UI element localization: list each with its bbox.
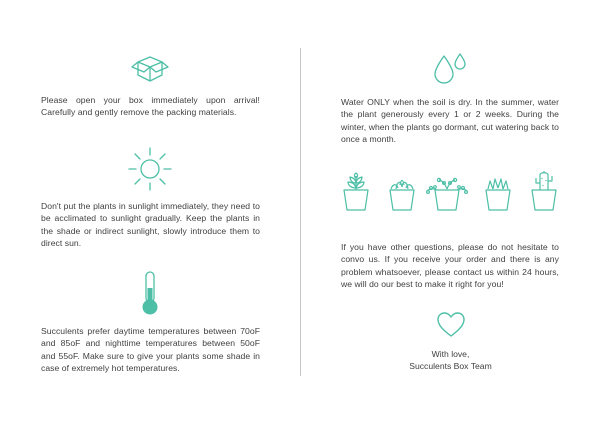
contact-info-text: If you have other questions, please do not hesitate to convo us. If you receive your order and there is any problem whatsoever, please contact us within 24 hours, we will do our best to make it right for you! xyxy=(341,242,559,290)
potted-echeveria-icon xyxy=(387,176,417,212)
watering-instruction-text: Water ONLY when the soil is dry. In the summer, water the plant generously every 1 or 2 weeks. During the winter, when the plants go dormant, cut watering back to once a month. xyxy=(341,97,559,145)
water-drops-icon xyxy=(432,52,468,86)
open-box-icon xyxy=(129,52,171,84)
potted-succulent-icon xyxy=(341,172,371,212)
sunlight-instruction-text: Don't put the plants in sunlight immediately, they need to be acclimated to sunlight gradually. Keep the plants in the shade or indirect sunlight, slowly introduce them to direct sun. xyxy=(41,201,260,249)
sun-icon xyxy=(127,146,173,192)
potted-trailing-plant-icon xyxy=(425,176,469,212)
thermometer-icon xyxy=(139,270,161,316)
potted-cactus-icon xyxy=(529,170,559,212)
temperature-instruction-text: Succulents prefer daytime temperatures between 70oF and 85oF and nighttime temperatures between 50oF and 55oF. Make sure to give your plants some shade in case of extremely hot temperatures. xyxy=(41,326,260,374)
right-panel xyxy=(301,0,600,426)
signoff-greeting: With love, xyxy=(431,349,470,359)
potted-rosette-icon xyxy=(483,176,513,212)
signoff-team-name: Succulents Box Team xyxy=(409,361,492,371)
heart-icon xyxy=(436,311,466,339)
box-instruction-text: Please open your box immediately upon arrival! Carefully and gently remove the packing materials. xyxy=(41,95,260,118)
